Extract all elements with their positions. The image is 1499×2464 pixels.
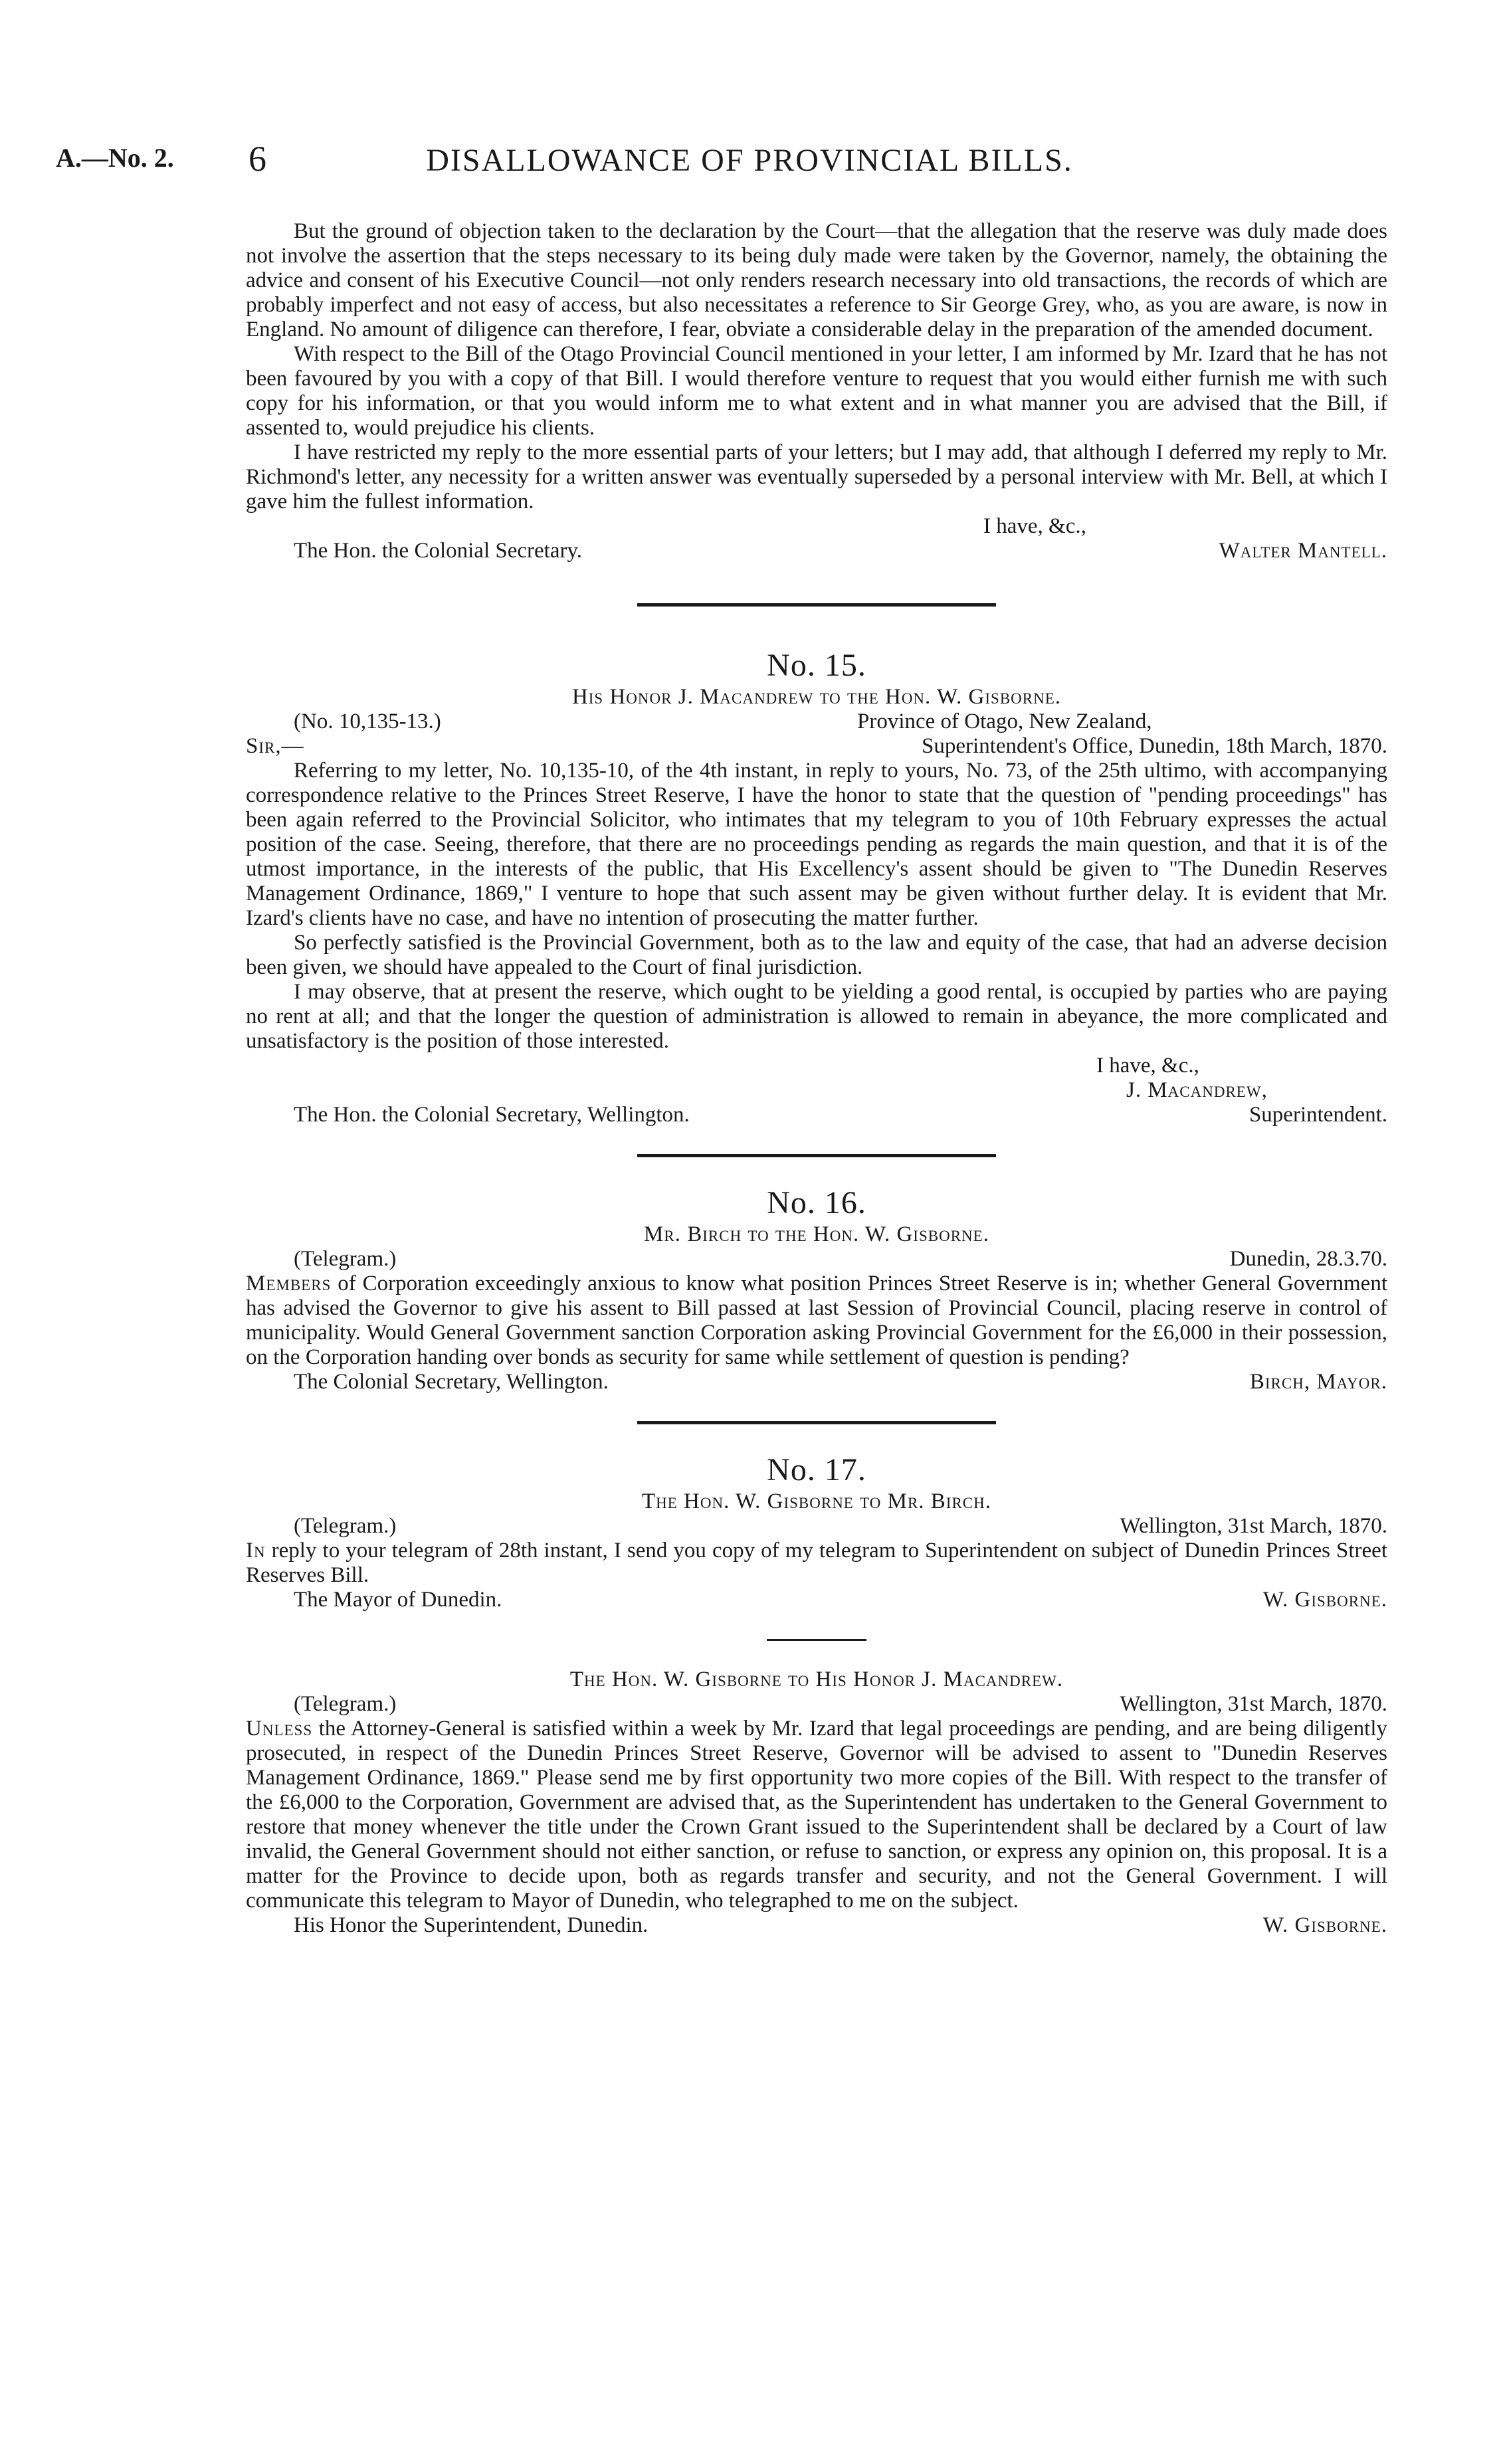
salutation: Sir,— (246, 734, 304, 758)
addressee: His Honor the Superintendent, Dunedin. (294, 1913, 649, 1937)
signature: W. Gisborne. (1262, 1588, 1387, 1612)
page-number: 6 (249, 139, 266, 179)
page-header (56, 139, 1443, 195)
document-reference: A.—No. 2. (56, 143, 174, 173)
letter-heading: The Hon. W. Gisborne to Mr. Birch. (641, 1489, 991, 1513)
letter-date: Superintendent's Office, Dunedin, 18th March, 1870. (922, 734, 1387, 758)
letter-number: No. 15. (767, 648, 866, 683)
telegram-enclosure (246, 1667, 1387, 1938)
addressee: The Colonial Secretary, Wellington. (294, 1370, 609, 1394)
addressee: The Hon. the Colonial Secretary, Wellington. (294, 1103, 690, 1127)
signature: J. Macandrew, (1126, 1078, 1268, 1102)
closing: I have, &c., (983, 514, 1086, 538)
letter-reference: (No. 10,135-13.) (294, 710, 441, 733)
paragraph: Referring to my letter, No. 10,135-10, of the 4th instant, in reply to yours, No. 73, of the 25th ultimo, with accompanying correspondence relative to the Princes Street Reserve, I have the honor to state that the question of "pending proceedings" has been again referred to the Provincial Solicitor, who intimates that my telegram to you of 10th February expresses the actual position of the case. Seeing, therefore, that there are no proceedings pending as regards the main question, and that it is of the utmost importance, in the interests of the public, that His Excellency's assent should be given to "The Dunedin Reserves Management Ordinance, 1869," I venture to hope that such assent may be given without further delay. It is evident that Mr. Izard's clients have no case, and have no intention of prosecuting the matter further. (246, 759, 1387, 930)
telegram-body: In reply to your telegram of 28th instant, I send you copy of my telegram to Superintendent on subject of Dunedin Princes Street Reserves Bill. (246, 1539, 1387, 1587)
letter-number: No. 17. (767, 1452, 866, 1487)
letter-14-continuation (246, 219, 1387, 563)
addressee: The Hon. the Colonial Secretary. (294, 539, 583, 563)
lead-word: Unless (246, 1717, 313, 1741)
letter-number: No. 16. (767, 1185, 866, 1220)
telegram-date: Wellington, 31st March, 1870. (1120, 1692, 1387, 1716)
lead-word: Members (246, 1272, 332, 1295)
telegram-no-16 (246, 1184, 1387, 1394)
page-body (246, 219, 1387, 1938)
lead-word: In (246, 1539, 266, 1563)
letter-no-15 (246, 646, 1387, 1127)
paragraph: With respect to the Bill of the Otago Provincial Council mentioned in your letter, I am informed by Mr. Izard that he has not been favoured by you with a copy of that Bill. I would therefore venture to request that you would either furnish me with such copy for his information, or that you would inform me to what extent and in what manner you are advised that the Bill, if assented to, would prejudice his clients. (246, 342, 1387, 440)
signature: Walter Mantell. (1219, 539, 1387, 563)
paragraph: So perfectly satisfied is the Provincial Government, both as to the law and equity of the case, that had an adverse decision been given, we should have appealed to the Court of final jurisdiction. (246, 931, 1387, 979)
letter-place: Province of Otago, New Zealand, (857, 710, 1152, 733)
signature: W. Gisborne. (1262, 1913, 1387, 1937)
paragraph: But the ground of objection taken to the declaration by the Court—that the allegation that the reserve was duly made does not involve the assertion that the steps necessary to its being duly made were taken by the Governor, namely, the obtaining the advice and consent of his Executive Council—not only renders research necessary into old transactions, the records of which are probably imperfect and not easy of access, but also necessitates a reference to Sir George Grey, who, as you are aware, is now in England. No amount of diligence can therefore, I fear, obviate a considerable delay in the preparation of the amended document. (246, 219, 1387, 341)
paragraph: I have restricted my reply to the more essential parts of your letters; but I may add, that although I deferred my reply to Mr. Richmond's letter, any necessity for a written answer was eventually superseded by a personal interview with Mr. Bell, at which I gave him the fullest information. (246, 440, 1387, 514)
telegram-label: (Telegram.) (294, 1247, 397, 1271)
page-title: DISALLOWANCE OF PROVINCIAL BILLS. (426, 143, 1073, 178)
letter-heading: The Hon. W. Gisborne to His Honor J. Macandrew. (569, 1667, 1064, 1691)
letter-heading: Mr. Birch to the Hon. W. Gisborne. (644, 1222, 989, 1246)
paragraph: I may observe, that at present the reserve, which ought to be yielding a good rental, is occupied by parties who are paying no rent at all; and that the longer the question of administration is allowed to remain in abeyance, the more complicated and unsatisfactory is the position of those interested. (246, 980, 1387, 1053)
signature: Birch, Mayor. (1249, 1370, 1387, 1394)
telegram-date: Dunedin, 28.3.70. (1229, 1247, 1387, 1271)
telegram-body: Unless the Attorney-General is satisfied within a week by Mr. Izard that legal proceedings are pending, and are being diligently prosecuted, in respect of the Dunedin Princes Street Reserve, Governor will be advised to assent to "Dunedin Reserves Management Ordinance, 1869." Please send me by first opportunity two more copies of the Bill. With respect to the transfer of the £6,000 to the Corporation, Government are advised that, as the Superintendent has undertaken to the General Government to restore that money whenever the title under the Crown Grant issued to the Superintendent shall be declared by a Court of law invalid, the General Government should not either sanction, or refuse to sanction, or express any opinion on, this proposal. It is a matter for the Province to decide upon, both as regards transfer and security, and not the General Government. I will communicate this telegram to Mayor of Dunedin, who telegraphed to me on the subject. (246, 1717, 1388, 1913)
telegram-date: Wellington, 31st March, 1870. (1120, 1514, 1387, 1538)
telegram-label: (Telegram.) (294, 1514, 397, 1538)
letter-heading: His Honor J. Macandrew to the Hon. W. Gisborne. (571, 685, 1062, 709)
telegram-body: Members of Corporation exceedingly anxious to know what position Princes Street Reserve is in; whether General Government has advised the Governor to give his assent to Bill passed at last Session of Provincial Council, placing reserve in control of municipality. Would General Government sanction Corporation asking Provincial Government for the £6,000 in their possession, on the Corporation handing over bonds as security for same while settlement of question is pending? (246, 1272, 1387, 1369)
signatory-title: Superintendent. (1249, 1103, 1387, 1127)
telegram-no-17 (246, 1451, 1387, 1612)
addressee: The Mayor of Dunedin. (294, 1588, 502, 1612)
closing: I have, &c., (1096, 1054, 1199, 1078)
telegram-label: (Telegram.) (294, 1692, 397, 1716)
